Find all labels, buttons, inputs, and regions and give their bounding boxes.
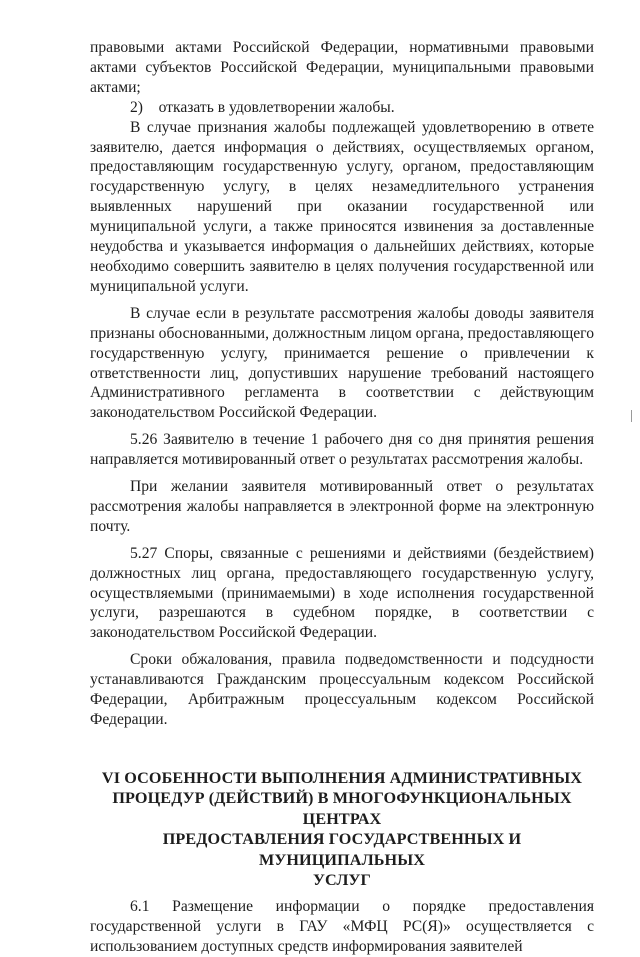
section-heading-line: УСЛУГ bbox=[313, 870, 371, 889]
spacer bbox=[90, 297, 594, 304]
paragraph-appeal-terms: Сроки обжалования, правила подведомственности и подсудности устанавливаются Гражданским процессуальным кодексом Российской Федерации, Арбитражным процессуальным кодексом Российской Федерации. bbox=[90, 651, 594, 728]
spacer bbox=[90, 470, 594, 477]
spacer bbox=[90, 537, 594, 544]
list-item-2: 2) отказать в удовлетворении жалобы. bbox=[130, 98, 395, 116]
spacer bbox=[90, 423, 594, 430]
spacer bbox=[90, 890, 594, 897]
paragraph-continuation: правовыми актами Российской Федерации, нормативными правовыми актами субъектов Российской Федерации, муниципальными правовыми актами; bbox=[90, 39, 594, 96]
section-heading-line: ПРЕДОСТАВЛЕНИЯ ГОСУДАРСТВЕННЫХ И МУНИЦИПАЛЬНЫХ bbox=[162, 830, 522, 869]
paragraph-complaint-granted: В случае признания жалобы подлежащей удовлетворению в ответе заявителю, дается информация о действиях, осуществляемых органом, предоставляющим государственную услугу, органом, предоставляющим государственную услугу, в целях незамедлительного устранения выявленных нарушений при оказании государственной или муниципальной услуги, а также приносятся извинения за доставленные неудобства и указывается информация о дальнейших действиях, которые необходимо совершить заявителю в целях получения государственной или муниципальной услуги. bbox=[90, 118, 594, 295]
paragraph-6-1: 6.1 Размещение информации о порядке предоставления государственной услуги в ГАУ «МФЦ РС(Я)» осуществляется с использованием доступных средств информирования заявителей bbox=[90, 898, 594, 956]
paragraph-5-26: 5.26 Заявителю в течение 1 рабочего дня со дня принятия решения направляется мотивированный ответ о результатах рассмотрения жалобы. bbox=[90, 431, 594, 469]
section-heading-line: VI ОСОБЕННОСТИ ВЫПОЛНЕНИЯ АДМИНИСТРАТИВНЫХ bbox=[101, 768, 583, 787]
scan-mark bbox=[631, 410, 632, 422]
section-heading bbox=[90, 768, 594, 890]
paragraph-electronic-answer: При желании заявителя мотивированный ответ о результатах рассмотрения жалобы направляется в электронной форме на электронную почту. bbox=[90, 478, 594, 535]
document-page bbox=[90, 38, 594, 957]
paragraph-5-27: 5.27 Споры, связанные с решениями и действиями (бездействием) должностных лиц органа, предоставляющего государственную услугу, осуществляемыми (принимаемыми) в ходе исполнения государственной услуги, разрешаются в судебном порядке, в соответствии с законодательством Российской Федерации. bbox=[90, 544, 594, 642]
spacer bbox=[90, 643, 594, 650]
paragraph-responsibility: В случае если в результате рассмотрения жалобы доводы заявителя признаны обоснованными, должностным лицом органа, предоставляющего государственную услугу, принимается решение о привлечении к ответственности лиц, допустивших нарушение требований настоящего Административного регламента в соответствии с действующим законодательством Российской Федерации. bbox=[90, 304, 594, 422]
section-heading-line: ПРОЦЕДУР (ДЕЙСТВИЙ) В МНОГОФУНКЦИОНАЛЬНЫХ ЦЕНТРАХ bbox=[112, 789, 572, 828]
